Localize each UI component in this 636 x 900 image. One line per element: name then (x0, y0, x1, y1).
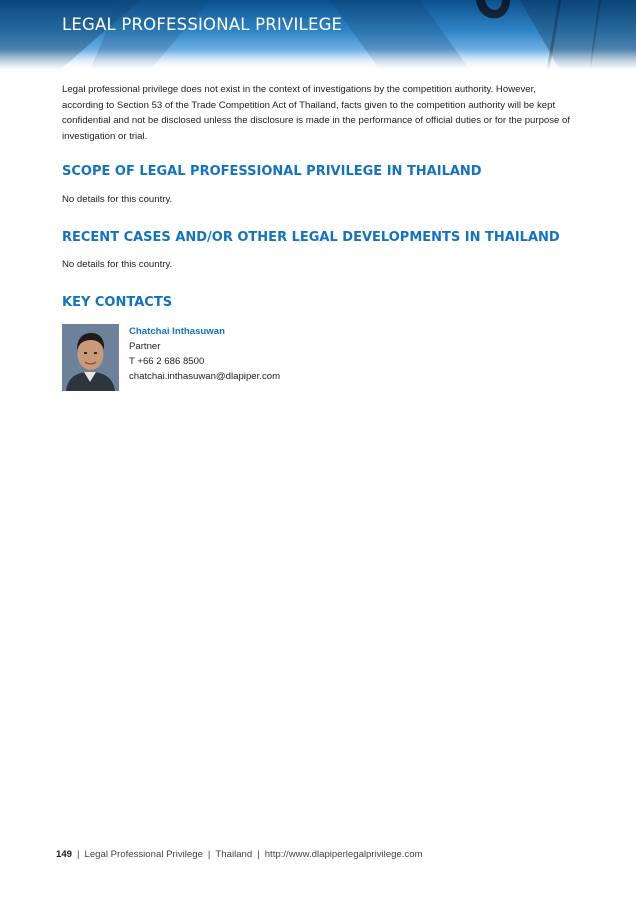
page-title: LEGAL PROFESSIONAL PRIVILEGE (62, 15, 343, 34)
recent-body: No details for this country. (62, 259, 173, 270)
header-banner (0, 0, 636, 70)
scope-heading: SCOPE OF LEGAL PROFESSIONAL PRIVILEGE IN THAILAND (62, 164, 482, 179)
footer-separator: | (257, 849, 260, 860)
contact-role: Partner (129, 341, 161, 352)
footer-url[interactable]: http://www.dlapiperlegalprivilege.com (264, 849, 423, 860)
footer-title: Legal Professional Privilege (84, 849, 203, 860)
main-content (62, 82, 574, 382)
person-photo-icon (62, 324, 119, 391)
page-number: 149 (56, 849, 73, 860)
contact-email[interactable]: chatchai.inthasuwan@dlapiper.com (129, 371, 281, 382)
page-footer (56, 849, 423, 860)
avatar (62, 324, 119, 391)
footer-separator: | (77, 849, 80, 860)
contact-card (62, 324, 462, 394)
footer-country: Thailand (215, 849, 253, 860)
contact-info (129, 324, 280, 384)
recent-heading: RECENT CASES AND/OR OTHER LEGAL DEVELOPMENTS IN THAILAND (62, 230, 560, 245)
banner-decoration (0, 0, 636, 70)
contacts-heading: KEY CONTACTS (62, 295, 173, 310)
footer-separator: | (207, 849, 211, 860)
contact-phone: T +66 2 686 8500 (129, 356, 205, 367)
scope-body: No details for this country. (62, 194, 173, 205)
contact-name: Chatchai Inthasuwan (129, 326, 225, 337)
intro-paragraph: Legal professional privilege does not exist in the context of investigations by the competition authority. However, according to Section 53 of the Trade Competition Act of Thailand, facts given to the competition authority will be kept confidential and not be disclosed unless the disclosure is made in the performance of official duties or for the purpose of investigation or trial. (62, 84, 571, 142)
